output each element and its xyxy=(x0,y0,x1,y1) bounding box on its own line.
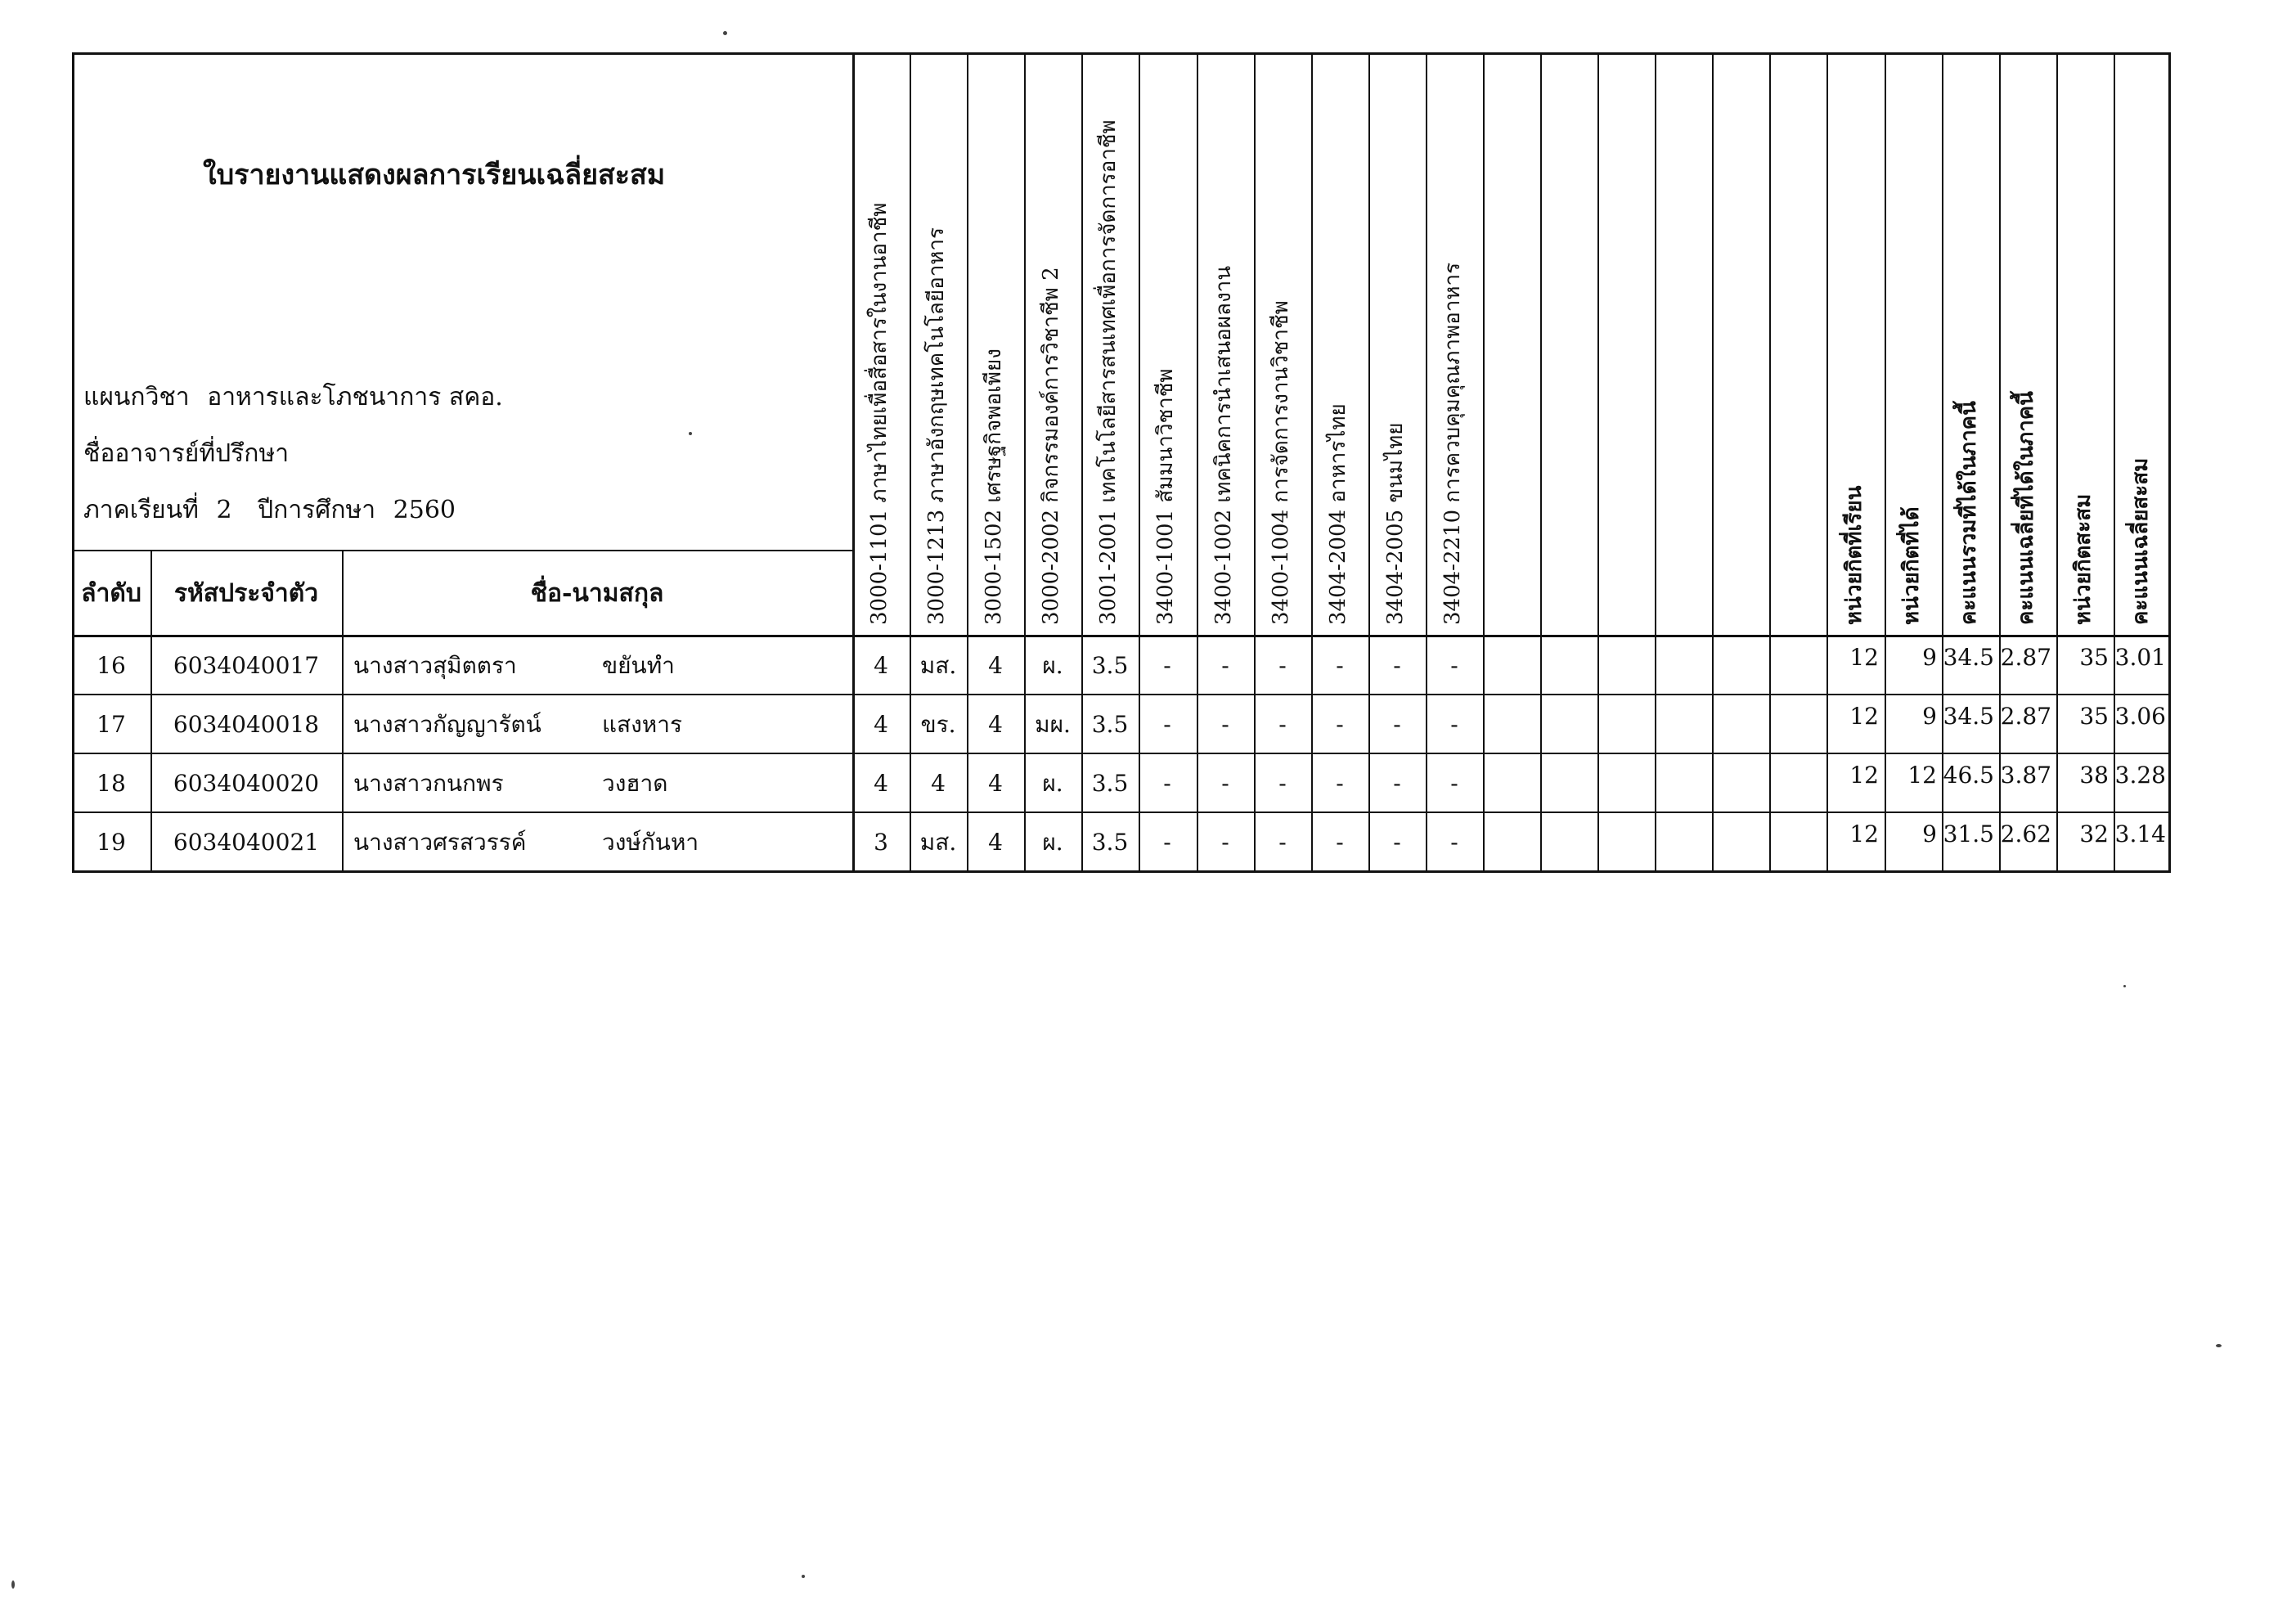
summary-cell: 12 xyxy=(1907,762,1937,789)
row-student-id: 6034040017 xyxy=(173,652,320,679)
summary-cell: 3.87 xyxy=(2000,762,2051,789)
grade-cell: 4 xyxy=(988,829,1003,856)
summary-cell: 3.01 xyxy=(2114,644,2166,671)
grade-cell: - xyxy=(1163,652,1171,679)
subject-header: 3400-1004 การจัดการงานวิชาชีพ xyxy=(1269,300,1293,625)
grade-cell: ผ. xyxy=(1042,652,1063,679)
header-row-divider xyxy=(72,550,852,551)
summary-header: หน่วยกิตที่เรียน xyxy=(1842,485,1867,625)
grade-cell: 3.5 xyxy=(1091,829,1129,856)
grade-cell: - xyxy=(1450,652,1458,679)
grade-cell: ผ. xyxy=(1042,829,1063,856)
grade-cell: มผ. xyxy=(1035,711,1071,738)
grade-cell: 4 xyxy=(988,652,1003,679)
subject-header: 3001-2001 เทคโนโลยีสารสนเทศเพื่อการจัดการอาชีพ xyxy=(1096,119,1121,625)
grade-cell: ผ. xyxy=(1042,770,1063,797)
summary-cell: 34.5 xyxy=(1943,703,1994,730)
col-divider xyxy=(2114,52,2115,870)
scan-speck xyxy=(2123,985,2126,987)
grade-cell: - xyxy=(1393,770,1401,797)
advisor-line xyxy=(83,439,290,468)
col-divider xyxy=(1139,52,1140,870)
col-divider xyxy=(1885,52,1886,870)
col-divider-id xyxy=(151,550,152,870)
summary-cell: 46.5 xyxy=(1943,762,1994,789)
row-student-id: 6034040018 xyxy=(173,711,320,738)
col-divider xyxy=(1254,52,1256,870)
grade-report-sheet xyxy=(72,52,2171,880)
grade-cell: - xyxy=(1221,652,1229,679)
summary-cell: 12 xyxy=(1849,762,1879,789)
col-divider xyxy=(1999,52,2001,870)
row-order: 18 xyxy=(97,770,126,797)
summary-cell: 3.14 xyxy=(2114,820,2166,847)
grade-cell: - xyxy=(1393,829,1401,856)
col-divider xyxy=(1942,52,1943,870)
row-first-name: นางสาวศรสวรรค์ xyxy=(353,829,527,856)
col-divider xyxy=(1368,52,1370,870)
row-divider xyxy=(72,694,2171,695)
row-first-name: นางสาวสุมิตตรา xyxy=(353,652,517,679)
subject-header: 3000-1101 ภาษาไทยเพื่อสื่อสารในงานอาชีพ xyxy=(867,202,892,625)
summary-cell: 2.87 xyxy=(2000,644,2051,671)
row-order: 17 xyxy=(97,711,126,738)
summary-header: หน่วยกิตสะสม xyxy=(2071,493,2096,625)
grade-cell: - xyxy=(1221,711,1229,738)
summary-cell: 2.62 xyxy=(2000,820,2051,847)
summary-header: คะแนนเฉลี่ยสะสม xyxy=(2128,457,2153,625)
subject-header: 3000-1502 เศรษฐกิจพอเพียง xyxy=(982,348,1006,625)
grade-cell: 4 xyxy=(874,652,888,679)
row-first-name: นางสาวกนกพร xyxy=(353,770,504,797)
summary-cell: 31.5 xyxy=(1943,820,1994,847)
semester-line xyxy=(83,498,456,523)
summary-header: คะแนนเฉลี่ยที่ได้ในภาคนี้ xyxy=(2014,391,2038,625)
grade-cell: - xyxy=(1336,770,1344,797)
summary-cell: 2.87 xyxy=(2000,703,2051,730)
summary-cell: 3.28 xyxy=(2114,762,2166,789)
subject-header: 3400-1001 สัมมนาวิชาชีพ xyxy=(1153,368,1178,625)
grade-cell: - xyxy=(1163,711,1171,738)
department-label: แผนกวิชา xyxy=(83,383,190,411)
col-divider xyxy=(1483,52,1485,870)
header-student-id: รหัสประจำตัว xyxy=(173,579,319,608)
scan-speck xyxy=(689,432,692,435)
grade-cell: 3 xyxy=(874,829,888,856)
subject-header: 3400-1002 เทคนิคการนำเสนอผลงาน xyxy=(1211,265,1236,625)
col-divider xyxy=(1540,52,1542,870)
row-first-name: นางสาวกัญญารัตน์ xyxy=(353,711,541,738)
col-divider-grades xyxy=(852,52,855,870)
summary-cell: 9 xyxy=(1922,820,1937,847)
grade-cell: - xyxy=(1336,829,1344,856)
col-divider xyxy=(967,52,968,870)
grade-cell: - xyxy=(1163,829,1171,856)
grade-cell: 3.5 xyxy=(1091,711,1129,738)
grade-cell: 4 xyxy=(874,770,888,797)
grade-cell: - xyxy=(1221,829,1229,856)
subject-header: 3000-2002 กิจกรรมองค์การวิชาชีพ 2 xyxy=(1039,267,1063,625)
grade-cell: 3.5 xyxy=(1091,770,1129,797)
scan-speck xyxy=(723,31,727,35)
grade-cell: - xyxy=(1450,770,1458,797)
row-divider xyxy=(72,812,2171,813)
subject-header: 3404-2210 การควบคุมคุณภาพอาหาร xyxy=(1440,262,1465,625)
table-border-top xyxy=(72,52,2171,55)
grade-cell: - xyxy=(1336,711,1344,738)
grade-cell: ขร. xyxy=(920,711,956,738)
grade-cell: - xyxy=(1163,770,1171,797)
subject-header: 3404-2004 อาหารไทย xyxy=(1326,403,1350,625)
row-last-name: วงษ์กันหา xyxy=(602,829,699,856)
header-name: ชื่อ-นามสกุล xyxy=(530,579,664,608)
col-divider xyxy=(1769,52,1771,870)
grade-cell: - xyxy=(1278,770,1287,797)
subject-header: 3000-1213 ภาษาอังกฤษเทคโนโลยีอาหาร xyxy=(924,227,949,625)
grade-cell: 4 xyxy=(988,770,1003,797)
summary-cell: 9 xyxy=(1922,703,1937,730)
grade-cell: - xyxy=(1450,829,1458,856)
year-label: ปีการศึกษา xyxy=(258,496,376,524)
summary-cell: 9 xyxy=(1922,644,1937,671)
summary-cell: 35 xyxy=(2079,644,2109,671)
summary-cell: 38 xyxy=(2079,762,2109,789)
grade-cell: 3.5 xyxy=(1091,652,1129,679)
report-title: ใบรายงานแสดงผลการเรียนเฉลี่ยสะสม xyxy=(203,159,666,191)
grade-cell: 4 xyxy=(988,711,1003,738)
col-divider xyxy=(1426,52,1427,870)
year-value: 2560 xyxy=(393,496,456,524)
row-last-name: ขยันทำ xyxy=(602,652,675,679)
grade-cell: 4 xyxy=(874,711,888,738)
row-last-name: แสงหาร xyxy=(602,711,683,738)
grade-cell: - xyxy=(1336,652,1344,679)
table-border-left xyxy=(72,52,74,873)
col-divider xyxy=(1712,52,1714,870)
scan-speck xyxy=(11,1580,15,1589)
grade-cell: - xyxy=(1278,652,1287,679)
summary-header: หน่วยกิตที่ได้ xyxy=(1899,506,1924,625)
summary-cell: 12 xyxy=(1849,820,1879,847)
grade-cell: - xyxy=(1278,829,1287,856)
row-divider xyxy=(72,753,2171,754)
summary-header: คะแนนรวมที่ได้ในภาคนี้ xyxy=(1957,401,1981,625)
subject-header: 3404-2005 ขนมไทย xyxy=(1383,422,1408,625)
col-divider xyxy=(1597,52,1599,870)
advisor-label: ชื่ออาจารย์ที่ปรึกษา xyxy=(83,439,290,468)
semester-value: 2 xyxy=(216,496,232,524)
grade-cell: - xyxy=(1221,770,1229,797)
grade-cell: - xyxy=(1393,652,1401,679)
department-line xyxy=(83,385,503,410)
col-divider xyxy=(1197,52,1198,870)
col-divider xyxy=(910,52,911,870)
grade-cell: - xyxy=(1393,711,1401,738)
summary-cell: 3.06 xyxy=(2114,703,2166,730)
col-divider xyxy=(2056,52,2058,870)
col-divider xyxy=(1655,52,1656,870)
summary-cell: 12 xyxy=(1849,703,1879,730)
col-divider-name xyxy=(342,550,344,870)
table-border-right xyxy=(2168,52,2171,873)
grade-cell: มส. xyxy=(919,652,957,679)
col-divider xyxy=(1024,52,1026,870)
col-divider xyxy=(1826,52,1828,870)
table-border-bottom xyxy=(72,870,2171,873)
summary-cell: 35 xyxy=(2079,703,2109,730)
grade-cell: - xyxy=(1450,711,1458,738)
row-order: 16 xyxy=(97,652,126,679)
department-value: อาหารและโภชนาการ สคอ. xyxy=(207,383,503,411)
row-last-name: วงฮาด xyxy=(602,770,668,797)
row-student-id: 6034040021 xyxy=(173,829,320,856)
header-order: ลำดับ xyxy=(81,579,142,608)
row-student-id: 6034040020 xyxy=(173,770,320,797)
scan-speck xyxy=(2216,1344,2222,1347)
summary-cell: 12 xyxy=(1849,644,1879,671)
header-bottom-divider xyxy=(72,635,2171,637)
col-divider xyxy=(1311,52,1313,870)
semester-label: ภาคเรียนที่ xyxy=(83,496,199,524)
summary-cell: 34.5 xyxy=(1943,644,1994,671)
row-order: 19 xyxy=(97,829,126,856)
summary-cell: 32 xyxy=(2079,820,2109,847)
grade-cell: 4 xyxy=(931,770,946,797)
scan-speck xyxy=(802,1575,805,1578)
col-divider xyxy=(1081,52,1083,870)
grade-cell: - xyxy=(1278,711,1287,738)
grade-cell: มส. xyxy=(919,829,957,856)
